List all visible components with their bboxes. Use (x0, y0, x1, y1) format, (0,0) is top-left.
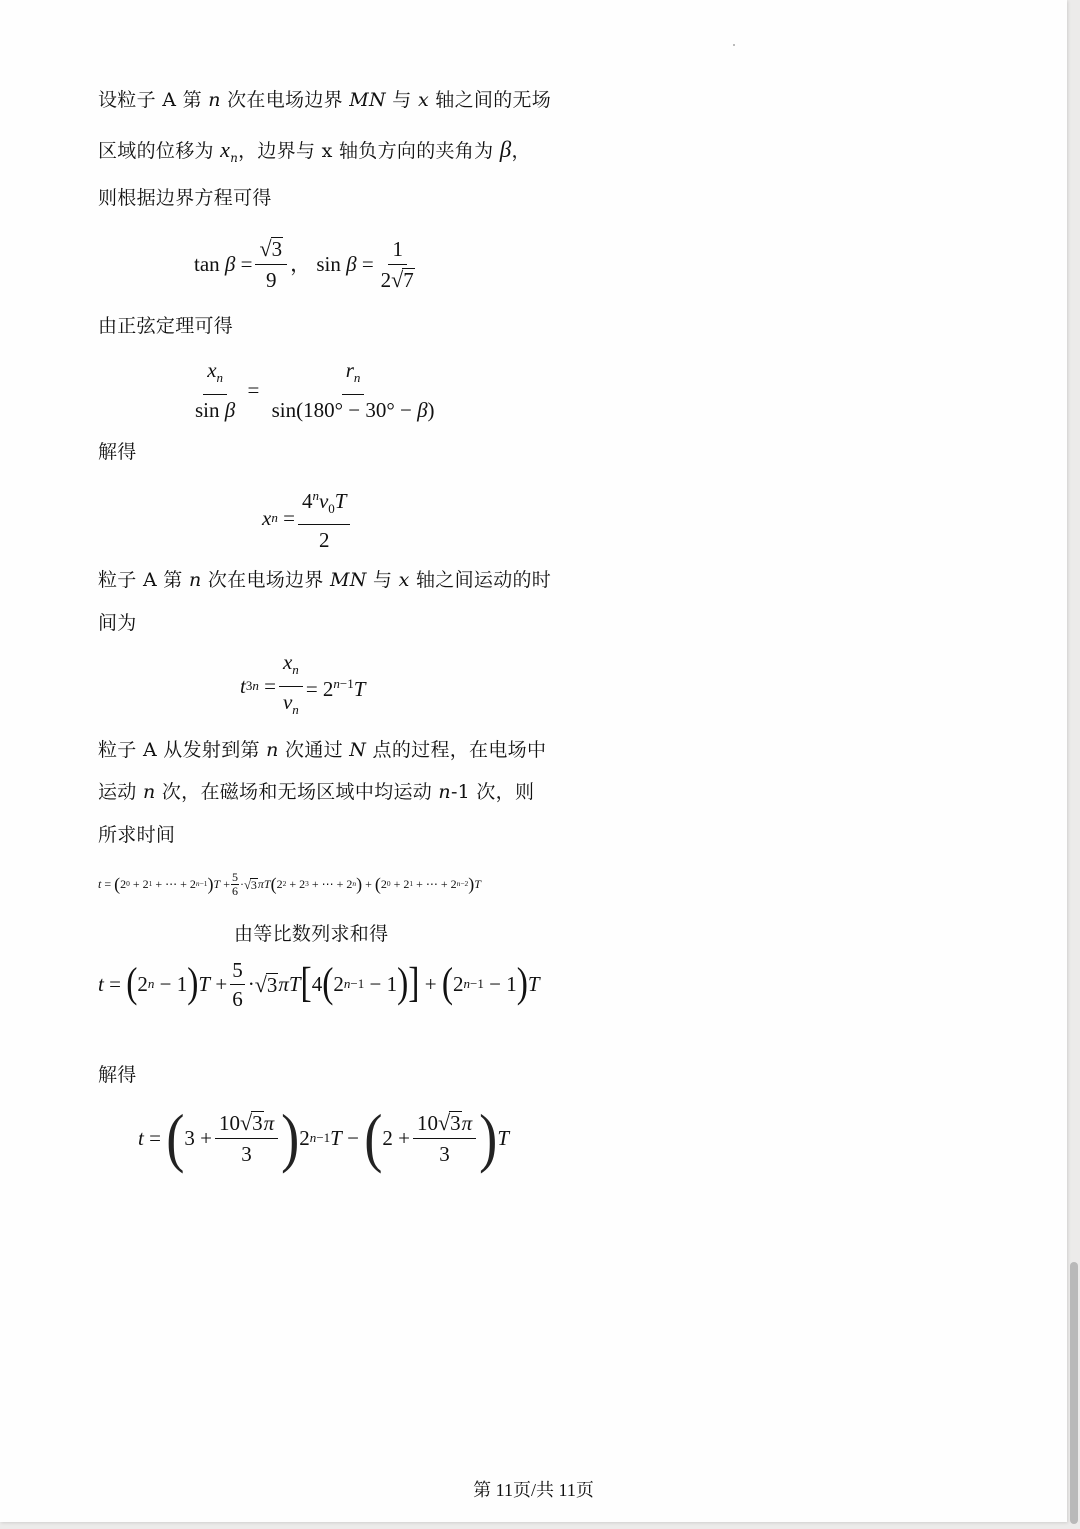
vertical-scrollbar[interactable] (1070, 1262, 1078, 1524)
equation-tan-sin-beta: tan β = √ 3 9 ， sin β = 1 2 √ 7 (194, 235, 414, 292)
text-line: 粒子 A 从发射到第 n 次通过 N 点的过程，在电场中 (98, 739, 547, 761)
equation-t-sum: t = ( 2 0 + 2 1 + ⋯ + 2 n−1 ) T + $\frac{5}{6}$ · √ 3 πT ( 2 2 + 2 3 + ⋯ + 2 n ) + ( 2 0 + 2 1 + ⋯ + 2 n−2 ) T (98, 869, 481, 898)
text-line: 区域的位移为 $x_n$，边界与 x 轴负方向的夹角为 β， (98, 137, 531, 165)
text-line: 则根据边界方程可得 (98, 187, 272, 209)
text-line: 由等比数列求和得 (234, 923, 389, 945)
text-line: 间为 (98, 612, 137, 634)
page-footer: 第 11页/共 11页 (473, 1480, 594, 1500)
speck (733, 44, 735, 46)
equation-sine-law: $\frac{x_n}{\text{sin β}}$ = $\frac{r_n}{\sin(180^\circ - 30^\circ - \beta)}$ (195, 358, 435, 422)
equation-t-geometric: t = ( 2 n − 1 ) T + $\frac{5}{6}$ · √ 3 πT [ 4 ( 2 n−1 − 1 ) ] + ( 2 n−1 − 1 ) T (98, 957, 540, 1011)
equation-t-final: t = ( 3 + 10 √ 3 π 3 ) 2 n−1 T − ( 2 + 10 √ 3 π 3 ) T (138, 1100, 509, 1174)
equation-xn: x n = $\frac{4^nv_0T}{2}$ (262, 488, 353, 548)
text-line: 解得 (98, 441, 137, 463)
text-line: 粒子 A 第 n 次在电场边界 MN 与 x 轴之间运动的时 (98, 569, 552, 591)
text-line: 所求时间 (98, 824, 176, 846)
text-line: 由正弦定理可得 (98, 315, 234, 337)
equation-t3n: t 3n = $\frac{x_n}{v_n}$ = $2^{n-1}T$ (240, 650, 366, 717)
text-line: 运动 n 次，在磁场和无场区域中均运动 n-1 次，则 (98, 781, 535, 803)
text-line: 解得 (98, 1064, 137, 1086)
text-line: 设粒子 A 第 n 次在电场边界 MN 与 x 轴之间的无场 (98, 89, 552, 111)
